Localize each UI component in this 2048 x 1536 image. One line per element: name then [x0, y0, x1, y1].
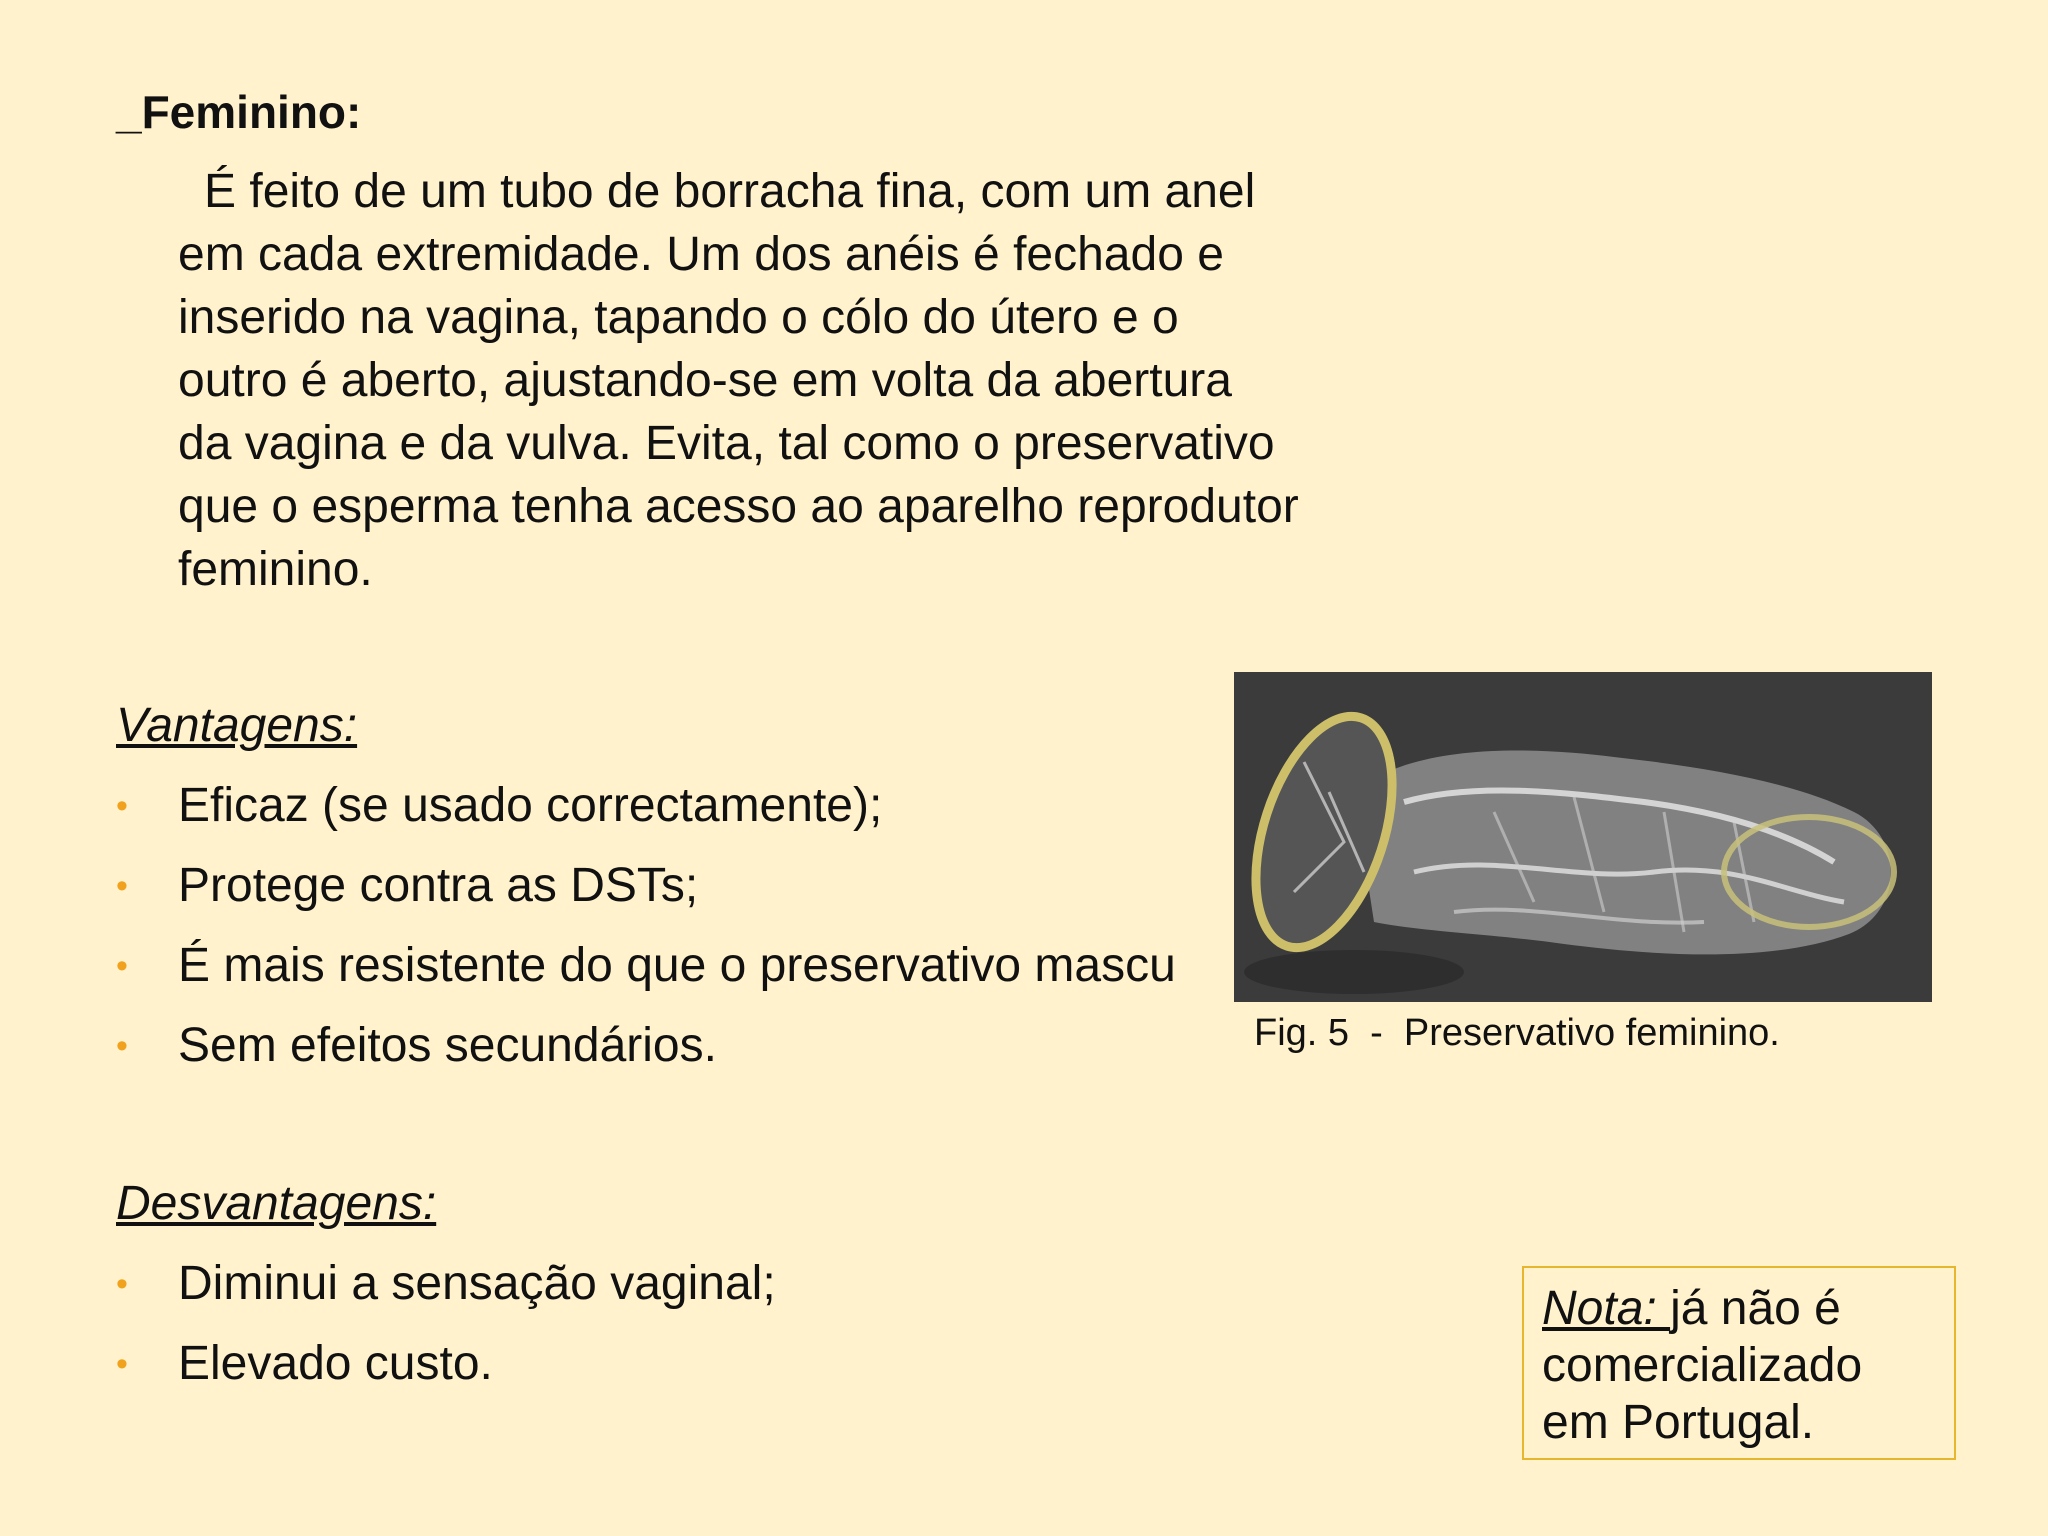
bullet-icon: • — [116, 1265, 128, 1303]
list-item-text: Diminui a sensação vaginal; — [178, 1257, 776, 1310]
bullet-icon: • — [116, 867, 128, 905]
note-box — [1522, 1266, 1956, 1460]
female-condom-photo — [1234, 672, 1932, 1002]
intro-line: em cada extremidade. Um dos anéis é fechado e — [178, 228, 1224, 281]
list-item — [116, 1324, 776, 1404]
list-item — [116, 766, 1176, 846]
intro-paragraph — [178, 160, 1398, 601]
list-item-text: Eficaz (se usado correctamente); — [178, 779, 883, 832]
slide-title: _Feminino: — [116, 86, 362, 138]
list-item-text: Protege contra as DSTs; — [178, 859, 699, 912]
female-condom-illustration — [1234, 672, 1932, 1002]
list-item-text: É mais resistente do que o preservativo mascu — [178, 939, 1176, 992]
intro-line: da vagina e da vulva. Evita, tal como o preservativo — [178, 417, 1275, 470]
advantages-list — [116, 766, 1176, 1086]
list-item-text: Sem efeitos secundários. — [178, 1019, 717, 1072]
disadvantages-heading: Desvantagens: — [116, 1177, 437, 1230]
advantages-heading: Vantagens: — [116, 699, 358, 752]
list-item — [116, 846, 1176, 926]
intro-line: inserido na vagina, tapando o cólo do útero e o — [178, 291, 1179, 344]
list-item — [116, 926, 1176, 1006]
note-text: já não é comercializado em Portugal. — [1542, 1282, 1863, 1449]
note-label: Nota: — [1542, 1282, 1671, 1335]
intro-line: outro é aberto, ajustando-se em volta da abertura — [178, 354, 1232, 407]
list-item — [116, 1244, 776, 1324]
bullet-icon: • — [116, 1027, 128, 1065]
bullet-icon: • — [116, 947, 128, 985]
list-item-text: Elevado custo. — [178, 1337, 493, 1390]
figure-caption: Fig. 5 - Preservativo feminino. — [1254, 1012, 1780, 1054]
list-item — [116, 1006, 1176, 1086]
intro-line: feminino. — [178, 543, 373, 596]
bullet-icon: • — [116, 1345, 128, 1383]
intro-line: que o esperma tenha acesso ao aparelho reprodutor — [178, 480, 1299, 533]
bullet-icon: • — [116, 787, 128, 825]
intro-line: É feito de um tubo de borracha fina, com um anel — [204, 165, 1256, 218]
disadvantages-list — [116, 1244, 776, 1404]
